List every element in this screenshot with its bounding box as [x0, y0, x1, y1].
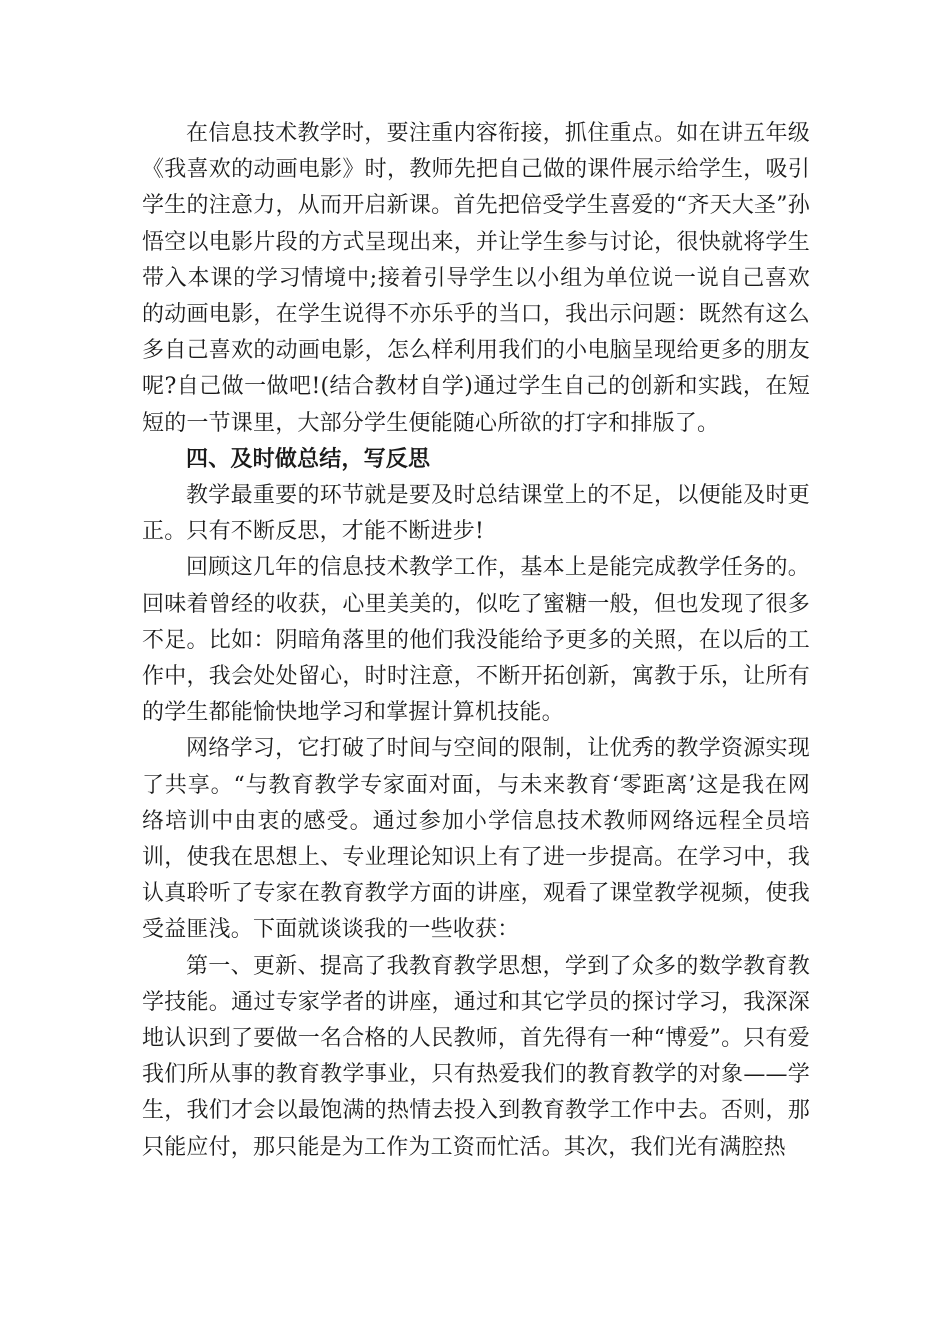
- document-body: [142, 116, 810, 1166]
- paragraph-intro: 在信息技术教学时，要注重内容衔接，抓住重点。如在讲五年级《我喜欢的动画电影》时，教师先把自己做的课件展示给学生，吸引学生的注意力，从而开启新课。首先把倍受学生喜爱的“齐天大圣”孙悟空以电影片段的方式呈现出来，并让学生参与讨论，很快就将学生带入本课的学习情境中;接着引导学生以小组为单位说一说自己喜欢的动画电影，在学生说得不亦乐乎的当口，我出示问题：既然有这么多自己喜欢的动画电影，怎么样利用我们的小电脑呈现给更多的朋友呢?自己做一做吧!(结合教材自学)通过学生自己的创新和实践，在短短的一节课里，大部分学生便能随心所欲的打字和排版了。: [142, 121, 810, 436]
- paragraph-online-learning: 网络学习，它打破了时间与空间的限制，让优秀的教学资源实现了共享。“与教育教学专家面对面，与未来教育‘零距离’这是我在网络培训中由衷的感受。通过参加小学信息技术教师网络远程全员培训，使我在思想上、专业理论知识上有了进一步提高。在学习中，我认真聆听了专家在教育教学方面的讲座，观看了课堂教学视频，使我受益匪浅。下面就谈谈我的一些收获：: [142, 736, 810, 943]
- paragraph-reflection: 教学最重要的环节就是要及时总结课堂上的不足，以便能及时更正。只有不断反思，才能不断进步!: [142, 483, 810, 545]
- paragraph-review: 回顾这几年的信息技术教学工作，基本上是能完成教学任务的。回味着曾经的收获，心里美美的，似吃了蜜糖一般，但也发现了很多不足。比如：阴暗角落里的他们我没能给予更多的关照，在以后的工作中，我会处处留心，时时注意，不断开拓创新，寓教于乐，让所有的学生都能愉快地学习和掌握计算机技能。: [142, 555, 810, 726]
- section-heading: 四、及时做总结，写反思: [186, 446, 431, 472]
- paragraph-first-gain: 第一、更新、提高了我教育教学思想，学到了众多的数学教育教学技能。通过专家学者的讲座，通过和其它学员的探讨学习，我深深地认识到了要做一名合格的人民教师，首先得有一种“博爱”。只有爱我们所从事的教育教学事业，只有热爱我们的教育教学的对象——学生，我们才会以最饱满的热情去投入到教育教学工作中去。否则，那只能应付，那只能是为工作为工资而忙活。其次，我们光有满腔热: [142, 953, 810, 1160]
